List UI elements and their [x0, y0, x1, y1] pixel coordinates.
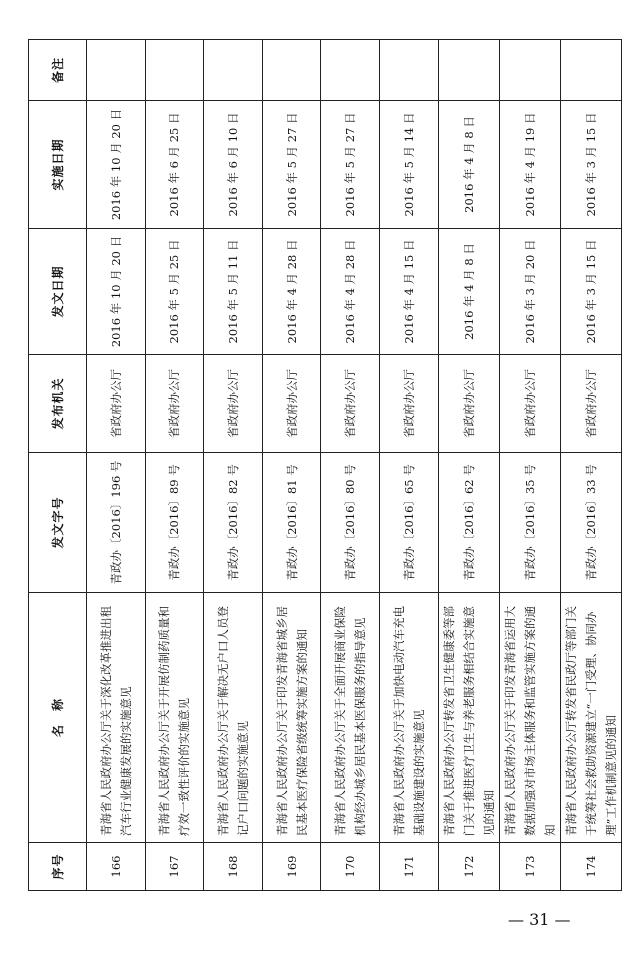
row-name: 青海省人民政府办公厅关于印发青海省城乡居民基本医疗保险省级统筹实施方案的通知 [262, 593, 321, 843]
row-issue-date: 2016 年 4 月 28 日 [321, 229, 380, 355]
row-effective-date: 2016 年 4 月 8 日 [438, 101, 499, 229]
table-row [321, 40, 380, 891]
header-issue-date: 发文日期 [29, 229, 87, 355]
header-remarks: 备注 [29, 40, 87, 101]
row-remarks [321, 40, 380, 101]
row-effective-date: 2016 年 10 月 20 日 [87, 101, 146, 229]
row-name: 青海省人民政府办公厅关于加快电动汽车充电基础设施建设的实施意见 [379, 593, 438, 843]
row-issuer: 省政府办公厅 [262, 355, 321, 453]
row-doc-number: 青政办〔2016〕65 号 [379, 453, 438, 593]
table-row [204, 40, 263, 891]
row-effective-date: 2016 年 3 月 15 日 [560, 101, 621, 229]
table-row [499, 40, 560, 891]
row-doc-number: 青政办〔2016〕89 号 [145, 453, 204, 593]
row-remarks [87, 40, 146, 101]
row-effective-date: 2016 年 5 月 14 日 [379, 101, 438, 229]
row-issue-date: 2016 年 5 月 11 日 [204, 229, 263, 355]
row-no: 168 [204, 843, 263, 891]
regulation-table [28, 39, 622, 891]
row-issuer: 省政府办公厅 [145, 355, 204, 453]
table-header-row [29, 40, 87, 891]
row-issue-date: 2016 年 4 月 8 日 [438, 229, 499, 355]
row-issuer: 省政府办公厅 [438, 355, 499, 453]
row-remarks [560, 40, 621, 101]
row-doc-number: 青政办〔2016〕62 号 [438, 453, 499, 593]
row-name: 青海省人民政府办公厅关于全面开展商业保险机构经办城乡居民基本医保服务的指导意见 [321, 593, 380, 843]
row-doc-number: 青政办〔2016〕80 号 [321, 453, 380, 593]
header-name: 名 称 [29, 593, 87, 843]
row-no: 173 [499, 843, 560, 891]
row-remarks [438, 40, 499, 101]
row-doc-number: 青政办〔2016〕33 号 [560, 453, 621, 593]
row-name: 青海省人民政府办公厅转发省卫生健康委等部门关于推进医疗卫生与养老服务相结合实施意见的通知 [438, 593, 499, 843]
row-doc-number: 青政办〔2016〕82 号 [204, 453, 263, 593]
row-no: 169 [262, 843, 321, 891]
row-no: 174 [560, 843, 621, 891]
row-no: 170 [321, 843, 380, 891]
header-no: 序号 [29, 843, 87, 891]
table-row [379, 40, 438, 891]
row-issue-date: 2016 年 5 月 25 日 [145, 229, 204, 355]
row-issuer: 省政府办公厅 [499, 355, 560, 453]
row-remarks [204, 40, 263, 101]
table-row [262, 40, 321, 891]
row-name: 青海省人民政府办公厅关于开展仿制药质量和疗效一致性评价的实施意见 [145, 593, 204, 843]
row-doc-number: 青政办〔2016〕35 号 [499, 453, 560, 593]
row-effective-date: 2016 年 5 月 27 日 [262, 101, 321, 229]
row-issuer: 省政府办公厅 [560, 355, 621, 453]
row-name: 青海省人民政府办公厅关于深化改革推进出租汽车行业健康发展的实施意见 [87, 593, 146, 843]
row-doc-number: 青政办〔2016〕196 号 [87, 453, 146, 593]
table-row [560, 40, 621, 891]
table-row [87, 40, 146, 891]
row-effective-date: 2016 年 6 月 25 日 [145, 101, 204, 229]
rotated-table-wrapper [28, 40, 618, 891]
row-issue-date: 2016 年 10 月 20 日 [87, 229, 146, 355]
row-issue-date: 2016 年 4 月 28 日 [262, 229, 321, 355]
row-name: 青海省人民政府办公厅关于印发青海省运用大数据加强对市场主体服务和监管实施方案的通知 [499, 593, 560, 843]
row-effective-date: 2016 年 6 月 10 日 [204, 101, 263, 229]
row-issue-date: 2016 年 3 月 15 日 [560, 229, 621, 355]
row-effective-date: 2016 年 5 月 27 日 [321, 101, 380, 229]
row-remarks [262, 40, 321, 101]
row-remarks [379, 40, 438, 101]
table-row [145, 40, 204, 891]
header-issuer: 发布机关 [29, 355, 87, 453]
page-number: — 31 — [508, 910, 571, 929]
row-issuer: 省政府办公厅 [321, 355, 380, 453]
row-doc-number: 青政办〔2016〕81 号 [262, 453, 321, 593]
row-issuer: 省政府办公厅 [379, 355, 438, 453]
row-name: 青海省人民政府办公厅转发省民政厅等部门关于统筹社会救助资源建立“一门受理、协同办理”工作机制意见的通知 [560, 593, 621, 843]
header-effective-date: 实施日期 [29, 101, 87, 229]
row-issue-date: 2016 年 4 月 15 日 [379, 229, 438, 355]
table-row [438, 40, 499, 891]
row-issuer: 省政府办公厅 [87, 355, 146, 453]
row-no: 171 [379, 843, 438, 891]
row-issue-date: 2016 年 3 月 20 日 [499, 229, 560, 355]
row-no: 172 [438, 843, 499, 891]
row-issuer: 省政府办公厅 [204, 355, 263, 453]
row-no: 167 [145, 843, 204, 891]
row-name: 青海省人民政府办公厅关于解决无户口人员登记户口问题的实施意见 [204, 593, 263, 843]
row-remarks [145, 40, 204, 101]
row-effective-date: 2016 年 4 月 19 日 [499, 101, 560, 229]
row-remarks [499, 40, 560, 101]
row-no: 166 [87, 843, 146, 891]
header-doc-number: 发文字号 [29, 453, 87, 593]
